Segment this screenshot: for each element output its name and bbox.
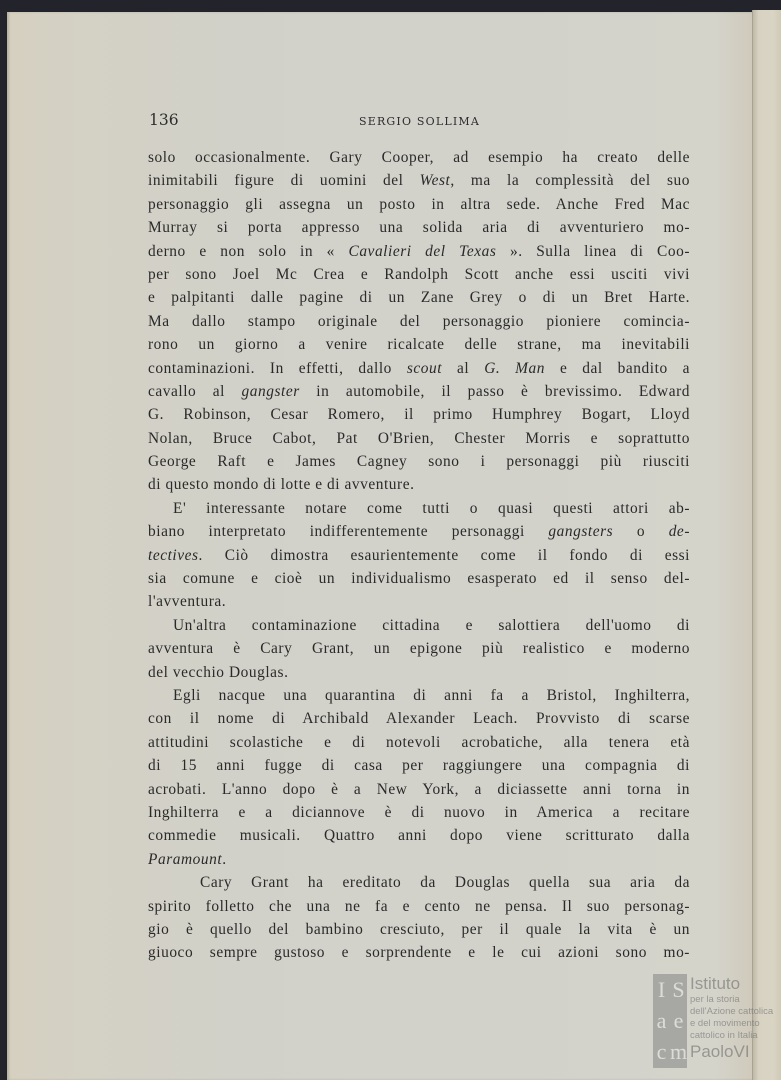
monogram-letter: m	[670, 1039, 687, 1064]
italic-term: Paramount	[148, 850, 223, 868]
text-line: Ma dallo stampo originale del personaggio pioniere comincia-	[148, 312, 690, 330]
text-line: del vecchio Douglas.	[148, 663, 289, 681]
italic-term: gangster	[241, 382, 300, 400]
text-line: E' interessante notare come tutti o quasi questi attori ab-	[173, 499, 690, 517]
text-line: solo occasionalmente. Gary Cooper, ad esempio ha creato delle	[148, 149, 690, 166]
text-line: rono un giorno a venire ricalcate delle strane, ma inevitabili	[148, 336, 690, 354]
text-line: George Raft e James Cagney sono i personaggi più riusciti	[148, 453, 690, 471]
body-text	[148, 146, 690, 965]
monogram-letter: S	[672, 977, 685, 1002]
text-line: con il nome di Archibald Alexander Leach. Provvisto di scarse	[148, 710, 690, 728]
page-edge	[752, 10, 781, 1080]
text-line: gio è quello del bambino cresciuto, per il quale la vita è un	[148, 920, 690, 938]
text-line: spirito folletto che una ne fa e cento ne pensa. Il suo personag-	[148, 897, 690, 915]
text-line: derno e non solo in « Cavalieri del Texas ». Sulla linea di Coo-	[148, 242, 691, 260]
italic-term: tectives	[148, 546, 199, 564]
watermark-line: cattolico in Italia	[690, 1030, 758, 1041]
text-line: e palpitanti dalle pagine di un Zane Grey o di un Bret Harte.	[148, 289, 690, 307]
text-line: cavallo al gangster in automobile, il passo è brevissimo. Edward	[148, 382, 690, 400]
text-line: contaminazioni. In effetti, dallo scout al G. Man e dal bandito a	[148, 359, 690, 377]
text-line: l'avventura.	[148, 593, 227, 611]
monogram-letter: I	[657, 977, 666, 1002]
monogram-letter: e	[673, 1008, 684, 1033]
italic-term: West	[419, 172, 451, 190]
watermark-title: Istituto	[690, 974, 741, 993]
text-line: acrobati. L'anno dopo è a New York, a diciassette anni torna in	[148, 780, 690, 798]
text-line: tectives. Ciò dimostra esaurientemente come il fondo di essi	[148, 546, 690, 564]
italic-term: G. Man	[484, 359, 546, 377]
text-line: biano interpretato indifferentemente personaggi gangsters o de-	[148, 523, 690, 541]
watermark-line: per la storia	[690, 994, 740, 1005]
page-header	[149, 111, 690, 131]
watermark-monogram	[653, 974, 687, 1068]
watermark-name: PaoloVI	[690, 1042, 750, 1061]
text-line: personaggio gli assegna un posto in altra sede. Anche Fred Mac	[148, 195, 690, 213]
text-line: Inghilterra e a diciannove è di nuovo in America a recitare	[148, 803, 690, 821]
italic-term: de-	[668, 523, 690, 541]
text-line: avventura è Cary Grant, un epigone più realistico e moderno	[148, 640, 690, 658]
monogram-letter: c	[656, 1039, 667, 1064]
text-line: attitudini scolastiche e di notevoli acrobatiche, alla tenera età	[148, 733, 690, 751]
italic-term: scout	[406, 359, 443, 377]
text-line: di 15 anni fugge di casa per raggiungere una compagnia di	[148, 757, 690, 775]
text-line: G. Robinson, Cesar Romero, il primo Humphrey Bogart, Lloyd	[148, 406, 690, 424]
text-line: Murray si porta appresso una solida aria di avventuriero mo-	[148, 219, 690, 237]
watermark-logo	[653, 974, 777, 1070]
text-line: sia comune e cioè un individualismo esasperato ed il senso del-	[148, 570, 690, 588]
watermark-line: e del movimento	[690, 1018, 760, 1029]
page-number: 136	[149, 111, 179, 129]
monogram-letter: a	[656, 1008, 667, 1033]
text-line: per sono Joel Mc Crea e Randolph Scott anche essi usciti vivi	[148, 265, 690, 283]
text-line: Egli nacque una quarantina di anni fa a Bristol, Inghilterra,	[173, 686, 690, 704]
text-line: Cary Grant ha ereditato da Douglas quella sua aria da	[200, 874, 690, 892]
text-line: inimitabili figure di uomini del West, ma la complessità del suo	[148, 172, 690, 190]
text-line: commedie musicali. Quattro anni dopo viene scritturato dalla	[148, 827, 690, 845]
watermark-text	[690, 974, 773, 1070]
text-line: giuoco sempre gustoso e sorprendente e le cui azioni sono mo-	[148, 944, 690, 962]
running-head: SERGIO SOLLIMA	[358, 115, 480, 128]
italic-term: gangsters	[548, 523, 614, 541]
text-line: Un'altra contaminazione cittadina e salottiera dell'uomo di	[173, 616, 690, 634]
text-line: Nolan, Bruce Cabot, Pat O'Brien, Chester Morris e soprattutto	[148, 429, 690, 447]
text-line: di questo mondo di lotte e di avventure.	[148, 476, 415, 494]
watermark-line: dell'Azione cattolica	[690, 1006, 774, 1017]
text-line: Paramount.	[148, 850, 227, 868]
italic-term: Cavalieri del Texas	[348, 242, 497, 260]
